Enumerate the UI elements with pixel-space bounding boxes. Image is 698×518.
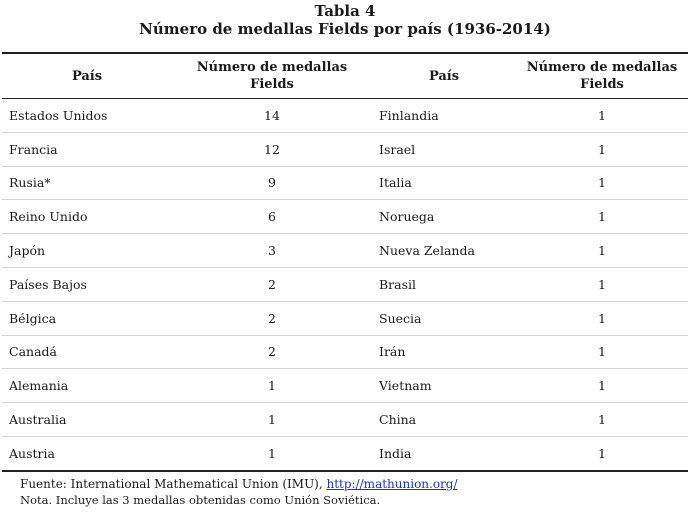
table-row — [2, 267, 688, 301]
source-note — [20, 476, 458, 492]
country-cell: India — [372, 436, 516, 470]
medals-cell: 14 — [172, 99, 372, 133]
country-cell: Australia — [2, 403, 172, 437]
country-cell: Japón — [2, 234, 172, 268]
header-medals-left-line1: Número de medallas — [196, 60, 348, 75]
medals-cell: 1 — [516, 166, 688, 200]
table-row — [2, 369, 688, 403]
table-row — [2, 436, 688, 470]
country-cell: Vietnam — [372, 369, 516, 403]
medals-cell: 1 — [516, 369, 688, 403]
medals-cell: 3 — [172, 234, 372, 268]
medals-cell: 1 — [172, 403, 372, 437]
table-row — [2, 335, 688, 369]
country-cell: Rusia* — [2, 166, 172, 200]
country-cell: Italia — [372, 166, 516, 200]
country-cell: Alemania — [2, 369, 172, 403]
fields-medals-table — [2, 52, 688, 472]
country-cell: Austria — [2, 436, 172, 470]
source-text: Fuente: International Mathematical Union (IMU), — [20, 477, 327, 491]
header-medals-left-line2: Fields — [250, 77, 294, 92]
table-number: Tabla 4 — [314, 2, 376, 20]
table-row — [2, 99, 688, 133]
medals-cell: 1 — [516, 403, 688, 437]
country-cell: Israel — [372, 132, 516, 166]
header-medals-left — [172, 53, 372, 99]
country-cell: Bélgica — [2, 301, 172, 335]
medals-cell: 1 — [516, 335, 688, 369]
table-row — [2, 234, 688, 268]
medals-cell: 1 — [516, 200, 688, 234]
header-medals-right — [516, 53, 688, 99]
country-cell: Suecia — [372, 301, 516, 335]
medals-cell: 1 — [516, 132, 688, 166]
source-link[interactable]: http://mathunion.org/ — [326, 477, 458, 491]
country-cell: Finlandia — [372, 99, 516, 133]
table-body — [2, 99, 688, 471]
medals-cell: 1 — [172, 369, 372, 403]
country-cell: Países Bajos — [2, 267, 172, 301]
medals-cell: 1 — [516, 436, 688, 470]
table-row — [2, 403, 688, 437]
medals-cell: 1 — [516, 267, 688, 301]
medals-cell: 9 — [172, 166, 372, 200]
header-country-right: País — [372, 53, 516, 99]
table-header — [2, 53, 688, 99]
country-cell: Canadá — [2, 335, 172, 369]
footnote: Nota. Incluye las 3 medallas obtenidas como Unión Soviética. — [20, 493, 381, 507]
medals-cell: 1 — [516, 234, 688, 268]
medals-cell: 1 — [172, 436, 372, 470]
country-cell: Reino Unido — [2, 200, 172, 234]
header-medals-right-line1: Número de medallas — [526, 60, 678, 75]
medals-cell: 6 — [172, 200, 372, 234]
table-notes — [20, 476, 458, 508]
country-cell: Noruega — [372, 200, 516, 234]
table-row — [2, 301, 688, 335]
header-country-left: País — [2, 53, 172, 99]
table-row — [2, 166, 688, 200]
medals-cell: 1 — [516, 99, 688, 133]
medals-cell: 12 — [172, 132, 372, 166]
medals-cell: 1 — [516, 301, 688, 335]
table-caption: Número de medallas Fields por país (1936-2014) — [139, 20, 551, 38]
table-row — [2, 200, 688, 234]
country-cell: Estados Unidos — [2, 99, 172, 133]
header-medals-right-line2: Fields — [580, 77, 624, 92]
medals-cell: 2 — [172, 335, 372, 369]
table-row — [2, 132, 688, 166]
country-cell: Francia — [2, 132, 172, 166]
country-cell: Nueva Zelanda — [372, 234, 516, 268]
medals-cell: 2 — [172, 301, 372, 335]
medals-cell: 2 — [172, 267, 372, 301]
country-cell: Irán — [372, 335, 516, 369]
country-cell: China — [372, 403, 516, 437]
country-cell: Brasil — [372, 267, 516, 301]
